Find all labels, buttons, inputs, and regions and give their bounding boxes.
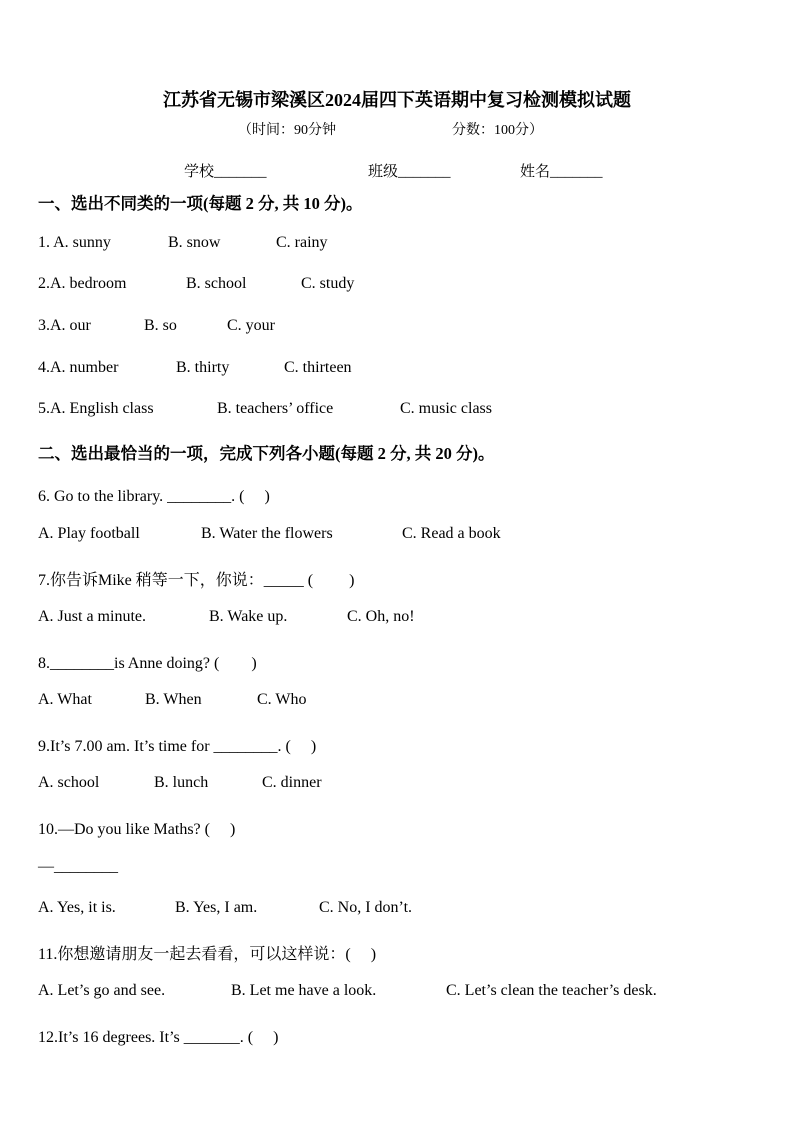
section1-heading: 一、选出不同类的一项(每题 2 分, 共 10 分)。	[38, 194, 363, 213]
q7-stem: 7.你告诉Mike 稍等一下，你说：_____ ( )	[38, 572, 355, 589]
name-field: 姓名_______	[520, 164, 603, 180]
class-field: 班级_______	[368, 164, 451, 180]
q5-option-b: B. teachers’ office	[217, 400, 334, 417]
q8-option-a: A. What	[38, 691, 92, 708]
q5-option-c: C. music class	[400, 400, 492, 417]
q11-option-b: B. Let me have a look.	[231, 982, 377, 999]
q10-option-b: B. Yes, I am.	[175, 899, 258, 916]
q2-option-b: B. school	[186, 275, 247, 292]
q11-option-a: A. Let’s go and see.	[38, 982, 166, 999]
q5-option-a: 5.A. English class	[38, 400, 154, 417]
q6-option-c: C. Read a book	[402, 525, 501, 542]
q1-option-c: C. rainy	[276, 234, 328, 251]
q3-option-b: B. so	[144, 317, 177, 334]
q6-option-b: B. Water the flowers	[201, 525, 333, 542]
q4-option-c: C. thirteen	[284, 359, 352, 376]
q7-option-c: C. Oh, no!	[347, 608, 415, 625]
q9-option-c: C. dinner	[262, 774, 322, 791]
q12-stem: 12.It’s 16 degrees. It’s _______. ( )	[38, 1029, 279, 1046]
q10-option-c: C. No, I don’t.	[319, 899, 413, 916]
q2-option-a: 2.A. bedroom	[38, 275, 127, 292]
q10-answer-line: —________	[38, 858, 118, 875]
q7-option-b: B. Wake up.	[209, 608, 288, 625]
q10-stem: 10.—Do you like Maths? ( )	[38, 821, 236, 838]
q4-option-a: 4.A. number	[38, 359, 119, 376]
q6-option-a: A. Play football	[38, 525, 140, 542]
exam-score: 分数：100分）	[452, 123, 543, 138]
q6-stem: 6. Go to the library. ________. ( )	[38, 488, 270, 505]
q8-stem: 8.________is Anne doing? ( )	[38, 655, 257, 672]
q3-option-a: 3.A. our	[38, 317, 91, 334]
q11-stem: 11.你想邀请朋友一起去看看，可以这样说：( )	[38, 946, 377, 963]
q9-stem: 9.It’s 7.00 am. It’s time for ________. ( )	[38, 738, 317, 755]
q1-option-b: B. snow	[168, 234, 221, 251]
q4-option-b: B. thirty	[176, 359, 230, 376]
q9-option-b: B. lunch	[154, 774, 209, 791]
q7-option-a: A. Just a minute.	[38, 608, 146, 625]
q1-option-a: 1. A. sunny	[38, 234, 111, 251]
section2-heading: 二、选出最恰当的一项，完成下列各小题(每题 2 分, 共 20 分)。	[38, 444, 495, 463]
q11-option-c: C. Let’s clean the teacher’s desk.	[446, 982, 657, 999]
q2-option-c: C. study	[301, 275, 355, 292]
q3-option-c: C. your	[227, 317, 275, 334]
q10-option-a: A. Yes, it is.	[38, 899, 116, 916]
q8-option-c: C. Who	[257, 691, 307, 708]
q9-option-a: A. school	[38, 774, 100, 791]
q8-option-b: B. When	[145, 691, 202, 708]
exam-time: （时间：90分钟	[238, 123, 336, 138]
exam-title: 江苏省无锡市梁溪区2024届四下英语期中复习检测模拟试题	[163, 90, 631, 110]
school-field: 学校_______	[184, 164, 267, 180]
